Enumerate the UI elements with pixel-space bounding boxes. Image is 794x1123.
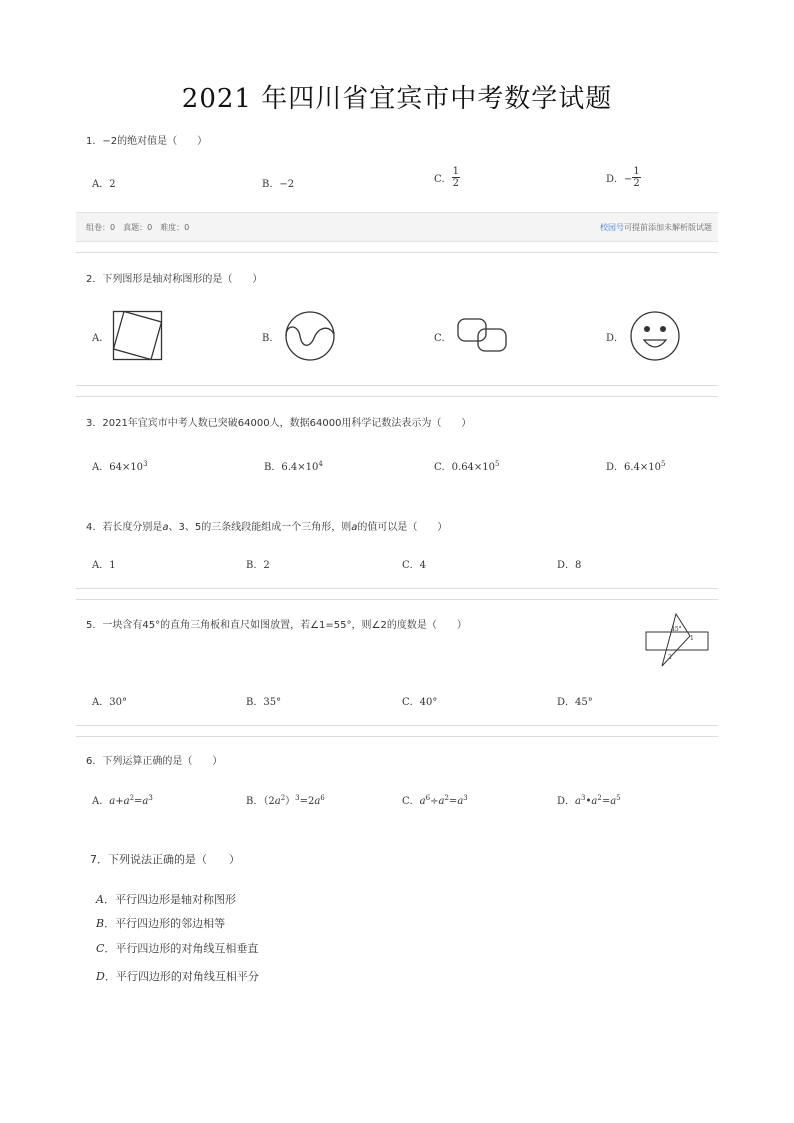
q5-figure-angle-1: 1 xyxy=(690,635,694,642)
q6-option-d[interactable]: D．$a^3•a^2=a^5$ xyxy=(557,794,621,807)
question-6-stem: 6．下列运算正确的是（ ） xyxy=(86,756,223,767)
question-3-stem: 3．2021年宜宾市中考人数已突破64000人，数据64000用科学记数法表示为（ ） xyxy=(86,418,472,429)
q6-option-c[interactable]: C．$a^6\div a^2=a^3$ xyxy=(402,794,468,807)
q3-option-a[interactable]: A．$64\times 10^3$ xyxy=(92,460,148,473)
q2-figure-a xyxy=(112,310,164,362)
q4-option-b[interactable]: B．2 xyxy=(246,560,270,571)
q1-option-c-fraction: $\frac{1}{2}$ xyxy=(452,166,460,189)
divider xyxy=(76,736,718,737)
q5-option-b[interactable]: B．35° xyxy=(246,697,282,708)
q2-option-d-label[interactable]: D． xyxy=(606,333,625,344)
divider xyxy=(76,252,718,253)
meta-note-text: 可提前添加未解析版试题 xyxy=(624,223,712,232)
q2-option-b-label[interactable]: B． xyxy=(262,333,280,344)
q3-option-d[interactable]: D．$6.4\times 10^5$ xyxy=(606,460,666,473)
q2-figure-d xyxy=(629,310,681,362)
question-5-stem: 5．一块含有45°的直角三角板和直尺如图放置，若∠1=55°，则∠2的度数是（ ） xyxy=(86,620,467,631)
q5-option-a[interactable]: A．30° xyxy=(92,697,127,708)
question-1-stem: 1．−2的绝对值是（ ） xyxy=(86,136,208,147)
q1-option-a[interactable]: A．2 xyxy=(92,179,116,190)
q5-figure-angle-45: 45° xyxy=(671,626,682,633)
q2-figure-c xyxy=(456,316,510,354)
q1-option-d-label: D．− xyxy=(606,174,633,185)
q5-option-d[interactable]: D．45° xyxy=(557,697,593,708)
question-stats: 组卷：0 真题：0 难度：0 xyxy=(86,223,190,232)
divider xyxy=(76,396,718,397)
page-title: 2021 年四川省宜宾市中考数学试题 xyxy=(181,84,613,114)
q7-option-b[interactable]: B．平行四边形的邻边相等 xyxy=(96,917,226,930)
q7-option-c[interactable]: C．平行四边形的对角线互相垂直 xyxy=(96,942,259,955)
meta-note xyxy=(600,222,712,233)
q2-option-a-label[interactable]: A． xyxy=(92,333,110,344)
q5-figure-angle-2: 2 xyxy=(668,654,672,661)
q7-option-a[interactable]: A．平行四边形是轴对称图形 xyxy=(96,893,236,906)
q1-option-d-fraction: $\frac{1}{2}$ xyxy=(633,166,640,189)
q3-option-c[interactable]: C．$0.64\times 10^5$ xyxy=(434,460,500,473)
q1-option-c-label: C． xyxy=(434,174,452,185)
divider xyxy=(76,725,718,726)
divider xyxy=(76,385,718,386)
q6-option-a[interactable]: A．$a+a^2=a^3$ xyxy=(92,794,153,807)
q1-option-d[interactable] xyxy=(606,166,641,189)
q2-option-c-label[interactable]: C． xyxy=(434,333,452,344)
q5-option-c[interactable]: C．40° xyxy=(402,697,438,708)
question-4-stem: 4．若长度分别是a、3、5的三条线段能组成一个三角形，则a的值可以是（ ） xyxy=(86,522,448,533)
question-2-stem: 2．下列图形是轴对称图形的是（ ） xyxy=(86,274,263,285)
q2-figure-b xyxy=(284,310,336,362)
q5-figure-triangle-ruler xyxy=(644,612,710,668)
q4-option-c[interactable]: C．4 xyxy=(402,560,427,571)
divider xyxy=(76,599,718,600)
school-link[interactable]: 校园号 xyxy=(600,223,624,232)
q4-option-a[interactable]: A．1 xyxy=(92,560,116,571)
q4-option-d[interactable]: D．8 xyxy=(557,560,582,571)
q7-option-d[interactable]: D．平行四边形的对角线互相平分 xyxy=(96,970,259,983)
question-meta-bar xyxy=(76,212,718,242)
q3-option-b[interactable]: B．$6.4\times 10^4$ xyxy=(264,460,323,473)
q1-option-c[interactable] xyxy=(434,166,460,189)
q1-option-b[interactable]: B．−2 xyxy=(262,179,295,190)
q6-option-b[interactable]: B．$(2a^2)^3=2a^6$ xyxy=(246,794,325,807)
divider xyxy=(76,588,718,589)
question-7-stem: 7．下列说法正确的是（ ） xyxy=(90,853,240,866)
